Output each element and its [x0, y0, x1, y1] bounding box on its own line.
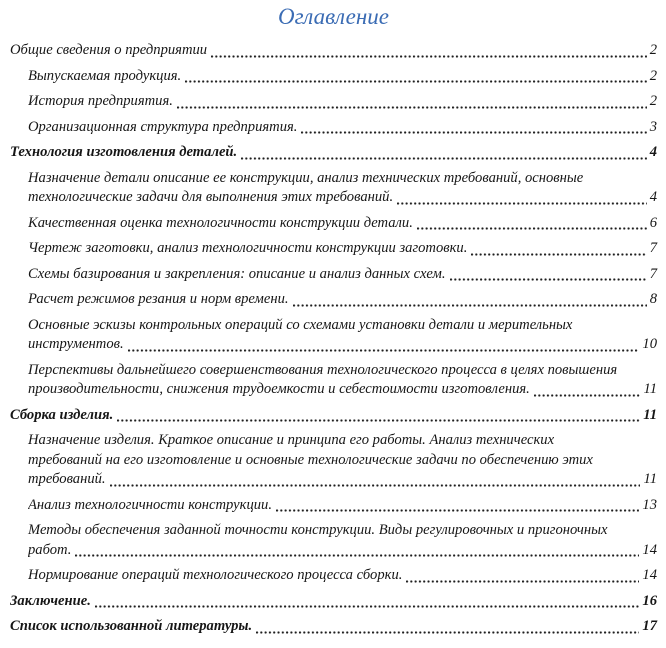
toc-entry-text: Технология изготовления деталей.: [10, 144, 238, 160]
page-number: 11: [643, 381, 657, 397]
page-number: 3: [649, 118, 657, 135]
page-number: 7: [649, 265, 657, 282]
toc-entry[interactable]: [28, 169, 657, 208]
toc-entry-text: инструментов.: [28, 336, 124, 352]
toc-entry-text: Перспективы дальнейшего совершенствования технологического процесса в целях повышения: [28, 361, 618, 378]
page-number: 6: [649, 214, 657, 231]
toc-entry-text: работ.: [28, 541, 72, 558]
page-number: 11: [643, 406, 657, 423]
toc-entry-text: Назначение детали описание ее конструкции, анализ технических требований, основные: [28, 169, 584, 186]
dot-leader: [94, 592, 641, 612]
toc-entry-text: Расчет режимов резания и норм времени.: [28, 291, 289, 307]
toc-entry[interactable]: [28, 496, 657, 516]
toc-entry-lastline: [28, 92, 657, 112]
toc-entry-text: требований на его изготовление и основные технологические задачи по обеспечению этих: [28, 451, 593, 468]
toc-entry-text: Чертеж заготовки, анализ технологичности конструкции заготовки.: [28, 240, 468, 256]
page-number: 13: [642, 496, 657, 513]
dot-leader: [210, 41, 648, 61]
dot-leader: [405, 566, 640, 586]
page-number: 2: [649, 42, 657, 58]
toc-entry-lastline: [10, 617, 657, 637]
dot-leader: [396, 188, 648, 208]
page-number: 4: [649, 189, 657, 205]
toc-entry-text: Назначение изделия. Краткое описание и принципа его работы. Анализ технических: [28, 432, 555, 448]
toc-entry[interactable]: [28, 67, 657, 87]
page-number: 14: [642, 541, 657, 558]
dot-leader: [127, 335, 641, 355]
dot-leader: [470, 239, 647, 259]
toc-entry-text: Заключение.: [10, 592, 91, 609]
toc-entry[interactable]: [28, 431, 657, 490]
toc-entry-lastline: [10, 406, 657, 426]
toc-entry-lastline: [28, 67, 657, 87]
dot-leader: [275, 496, 640, 516]
dot-leader: [300, 118, 647, 138]
page-number: 2: [649, 67, 657, 84]
toc-entry-text: Качественная оценка технологичности конструкции детали.: [28, 214, 413, 231]
dot-leader: [255, 617, 640, 637]
toc-entry[interactable]: [28, 92, 657, 112]
page-number: 17: [642, 618, 657, 634]
page-number: 11: [643, 471, 657, 487]
page-number: 14: [642, 567, 657, 583]
dot-leader: [533, 380, 642, 400]
page-number: 4: [649, 144, 657, 160]
toc-list: [10, 41, 657, 637]
toc-title: Оглавление: [277, 4, 389, 29]
toc-entry-text: Методы обеспечения заданной точности конструкции. Виды регулировочных и пригоночных: [28, 522, 608, 538]
toc-entry-lastline: [28, 335, 657, 355]
toc-entry[interactable]: [28, 521, 657, 560]
page-number: 2: [649, 93, 657, 109]
page-number: 7: [649, 240, 657, 256]
toc-entry-lastline: [10, 41, 657, 61]
toc-entry-lastline: [28, 239, 657, 259]
toc-entry-lastline: [28, 188, 657, 208]
toc-entry-text: производительности, снижения трудоемкости и себестоимости изготовления.: [28, 381, 530, 397]
dot-leader: [109, 470, 642, 490]
toc-entry-lastline: [10, 143, 657, 163]
dot-leader: [449, 265, 648, 285]
toc-entry-text: Общие сведения о предприятии: [10, 42, 208, 58]
toc-entry-lastline: [28, 118, 657, 138]
toc-entry-text: Организационная структура предприятия.: [28, 118, 298, 135]
toc-entry-text: требований.: [28, 471, 106, 487]
toc-entry[interactable]: [10, 41, 657, 61]
page-number: 16: [642, 592, 657, 609]
toc-entry[interactable]: [28, 361, 657, 400]
toc-entry-lastline: [28, 470, 657, 490]
toc-entry-text: Основные эскизы контрольных операций со схемами установки детали и мерительных: [28, 316, 573, 333]
toc-entry[interactable]: [10, 406, 657, 426]
toc-entry[interactable]: [28, 239, 657, 259]
toc-entry[interactable]: [28, 118, 657, 138]
toc-entry[interactable]: [28, 316, 657, 355]
toc-entry-text: История предприятия.: [28, 93, 173, 109]
toc-entry-lastline: [28, 541, 657, 561]
toc-entry[interactable]: [28, 290, 657, 310]
toc-entry-lastline: [28, 290, 657, 310]
toc-entry-lastline: [28, 214, 657, 234]
toc-entry[interactable]: [10, 143, 657, 163]
dot-leader: [116, 406, 641, 426]
dot-leader: [184, 67, 648, 87]
toc-entry-lastline: [28, 380, 657, 400]
dot-leader: [292, 290, 648, 310]
toc-entry-lastline: [28, 496, 657, 516]
toc-entry[interactable]: [10, 617, 657, 637]
toc-entry[interactable]: [28, 265, 657, 285]
page-number: 10: [642, 336, 657, 352]
toc-entry-text: технологические задачи для выполнения этих требований.: [28, 189, 394, 205]
dot-leader: [416, 214, 648, 234]
toc-entry-text: Выпускаемая продукция.: [28, 67, 182, 84]
toc-entry-text: Схемы базирования и закрепления: описание и анализ данных схем.: [28, 265, 446, 282]
toc-entry[interactable]: [10, 592, 657, 612]
toc-entry-text: Нормирование операций технологического процесса сборки.: [28, 567, 403, 583]
toc-entry-text: Сборка изделия.: [10, 406, 114, 423]
toc-entry[interactable]: [28, 566, 657, 586]
toc-entry-text: Анализ технологичности конструкции.: [28, 496, 272, 513]
toc-entry[interactable]: [28, 214, 657, 234]
dot-leader: [74, 541, 640, 561]
toc-entry-lastline: [28, 566, 657, 586]
dot-leader: [176, 92, 648, 112]
dot-leader: [240, 143, 648, 163]
toc-entry-lastline: [28, 265, 657, 285]
toc-entry-lastline: [10, 592, 657, 612]
page-number: 8: [649, 291, 657, 307]
toc-entry-text: Список использованной литературы.: [10, 618, 253, 634]
